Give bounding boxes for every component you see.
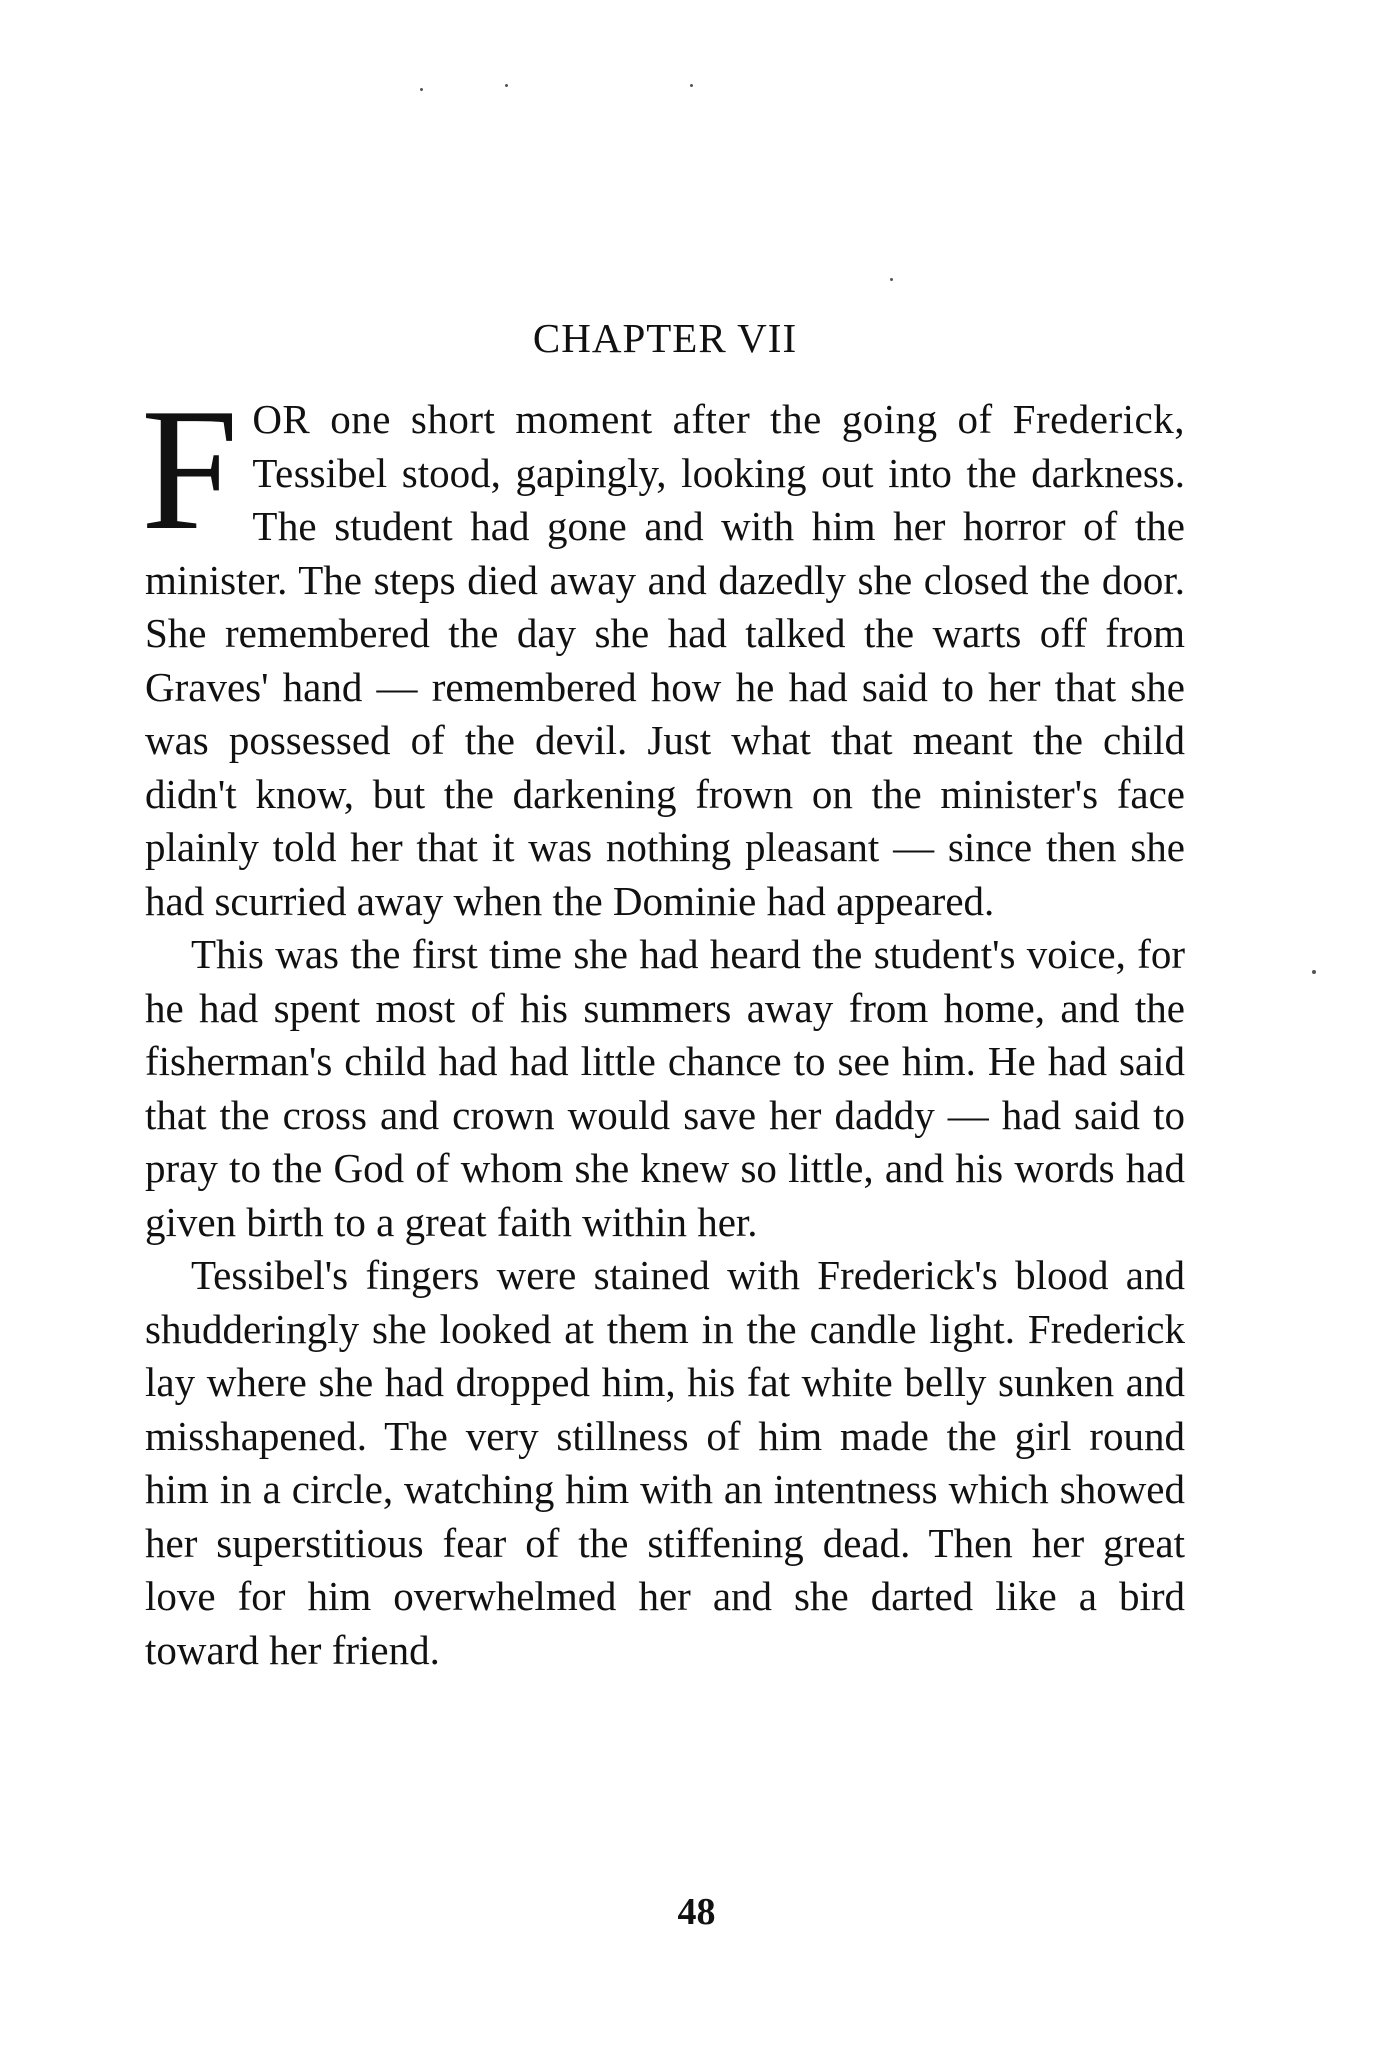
chapter-title: CHAPTER VII	[532, 315, 798, 361]
print-speck	[420, 88, 423, 91]
paragraph-2: This was the first time she had heard the student's voice, for he had spent most of his summers away from home, and the fisherman's child had had little chance to see him. He had said that the cross and crown would save her daddy — had said to pray to the God of whom she knew so little, and his words had given birth to a great faith within her.	[145, 931, 1185, 1245]
page-number: 48	[677, 1891, 716, 1933]
paragraph-1-text: OR one short moment after the going of Frederick, Tessibel stood, gapingly, looking out into the darkness. The student had gone and with him her horror of the minister. The steps died away and dazedly she closed the door. She remembered the day she had talked the warts off from Graves' hand — remembered how he had said to her that she was possessed of the devil. Just what that meant the child didn't know, but the darkening frown on the minister's face plainly told her that it was nothing pleasant — since then she had scurried away when the Dominie had appeared.	[145, 396, 1185, 924]
print-speck	[505, 84, 508, 87]
print-speck	[690, 84, 693, 87]
drop-cap: F	[141, 372, 239, 566]
print-speck	[890, 278, 893, 281]
paragraph-3: Tessibel's fingers were stained with Frederick's blood and shudderingly she looked at them in the candle light. Frederick lay where she had dropped him, his fat white belly sunken and misshapened. The very stillness of him made the girl round him in a circle, watching him with an intentness which showed her superstitious fear of the stiffening dead. Then her great love for him overwhelmed her and she darted like a bird toward her friend.	[145, 1252, 1185, 1673]
print-speck	[1312, 970, 1316, 974]
paragraph-1	[141, 372, 1185, 928]
text-block	[141, 312, 1185, 1677]
